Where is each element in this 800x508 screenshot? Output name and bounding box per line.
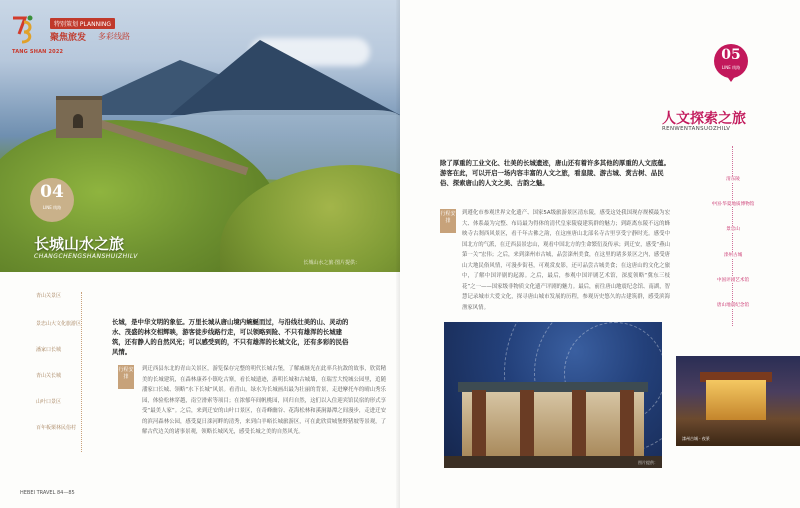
route-stop: 景忠山	[700, 226, 766, 232]
line-number: 05	[721, 47, 741, 63]
route-stop: 清东陵	[700, 176, 766, 182]
feature-subtitle: 多彩线路	[98, 32, 130, 41]
route-stop: 滦州古城	[700, 252, 766, 258]
line-label: LINE 线路	[721, 65, 741, 70]
route-stop: 中国评剧艺术馆	[700, 277, 766, 283]
line-number-badge	[30, 178, 74, 222]
eastern-tombs-gate-photo	[444, 322, 662, 468]
brand-header	[10, 14, 160, 64]
body-paragraph: 到迁西县东北的青山关景区，游览保存完整的明代长城古堡，了解戚继光在此率兵抗敌的故事，欣赏精美的长城建筑，在森林康养小镇吃古寨，看长城遗迹，游明长城和古城墙，在瑞雪大悦城公园里，追随潘家口长城、领略“水下长城”风景。看青山，绿水为长城画出最为壮丽的背景，走进摩托车的晴山秀乐园，体验松林穿越，南空滑索等项目；在浓郁年间帆桃园，回归自然，这们以入住迎宾馆民宿的形式享受“最美人家”。之后，来到迁安的山叶口景区，在奇峰幽谷、花海松林和溪涧瀑潭之间漫步，走进迁安的滨河森林公园，感受夏日滦河畔的清秀，来到白羊峪长城旅游区，可在此欣赏城堡野猪坡等景观，了解古代边关的诸事景观，领略长城风光，感受长城之美的自然风光。	[142, 366, 386, 435]
archway-pillar	[520, 390, 534, 456]
route-stop: 山叶口景区	[36, 399, 62, 405]
route-list	[700, 146, 800, 336]
route-stop: 青山关景区	[36, 293, 62, 299]
tangshan-logo-icon	[10, 14, 36, 46]
stone-archway	[462, 390, 644, 456]
route-line	[732, 146, 733, 326]
photo-credit: 图片提供：	[638, 460, 658, 465]
lit-palace	[706, 380, 766, 420]
section-pinyin: RENWENTANSUOZHILV	[662, 126, 731, 132]
photo-caption: 滦州古城 · 夜景	[682, 436, 710, 441]
route-stop: 百年板栗林民俗村	[36, 425, 77, 431]
archway-pillar	[620, 390, 634, 456]
route-stop: 青山关长城	[36, 373, 62, 379]
mountain	[170, 40, 400, 115]
right-page	[400, 0, 800, 508]
line-label: LINE 线路	[42, 205, 62, 210]
section-title: 人文探索之旅	[662, 111, 746, 127]
watchtower	[56, 96, 102, 138]
lead-paragraph: 长城，是中华文明的象征。万里长城从唐山境内蜿蜒而过，与沿线壮美的山、灵动的水、茂盛的林交相辉映，游客徒步线路行走，可以领略到险、不只有雄浑的长城建筑，还有静人的自然风光；可以感受到的，不只有雄浑的长城文化，还有多彩的民俗风情。	[112, 318, 349, 356]
archway-pillar	[472, 390, 486, 456]
body-paragraph: 到遵化市参观世界文化遗产、国家5A级旅游景区清东陵，感受这处我国现存规模最为宏大、体系最为完整、布局最为得体的清代皇家陵寝建筑群的魅力；到距离东陵不远的蜂映寺古刹西风景区，看千年古佛之韵，在这座唐山北部名寺古里享受宁静时光。感受中国北方的气派，在迁西县景忠山，观看中国北方的生命繁衍及传承；到迁安，感受“燕山第一关”宏伟；之后，来到滦州市古城，品尝滦州美食，在这里的诸多景区之内，感受唐山大地民俗风情，可漫步街巷，可观赏皮影，还可品尝古城美食；在这唐山的文化之旅中，了解中国评剧的起源。之后，最后，参观中国评剧艺术馆，深度领略“冀东三枝花”之一——国家级非物质文化遗产评剧的魅力。最后，前往唐山地震纪念馆、南湖，智慧记录城市大爱文化，探寻唐山城市发展的历程，参观历史悠久的古建筑群，感受滨海渔家风情。	[462, 210, 670, 311]
logo-caption: TANG SHAN 2022	[12, 49, 64, 55]
ancient-city-night-photo	[676, 356, 800, 446]
lead-paragraph: 除了厚重的工业文化、壮美的长城遗迹，唐山还有着许多其他的厚重的人文底蕴。游客在此，可以开启一场内容丰富的人文之旅，看皇陵、游古城、赏古树、品民俗、探索唐山的人文之美、古韵之魅。	[440, 159, 671, 187]
feature-title: 聚焦旅发	[50, 33, 87, 43]
ground	[444, 456, 662, 468]
planning-tag: 特别策划 PLANNING	[50, 18, 115, 29]
route-stop: 中国·华夏地质博物馆	[700, 201, 766, 207]
itinerary-tag: 行程安排	[440, 209, 456, 233]
page-footer: HEBEI TRAVEL 84—85	[20, 490, 75, 496]
photo-credit: 长城山水之旅·图片提供：	[303, 260, 360, 266]
route-stop: 潘家口长城	[36, 347, 62, 353]
archway-pillar	[572, 390, 586, 456]
route-stop: 景忠山大文化旅游区	[36, 321, 82, 327]
itinerary-tag: 行程安排	[118, 365, 134, 389]
line-number-badge	[714, 44, 748, 78]
section-pinyin: CHANGCHENGSHANSHUIZHILV	[34, 253, 138, 260]
route-stop: 唐山地震纪念馆	[700, 302, 766, 308]
section-title: 长城山水之旅	[34, 235, 125, 253]
line-number: 04	[40, 182, 64, 202]
